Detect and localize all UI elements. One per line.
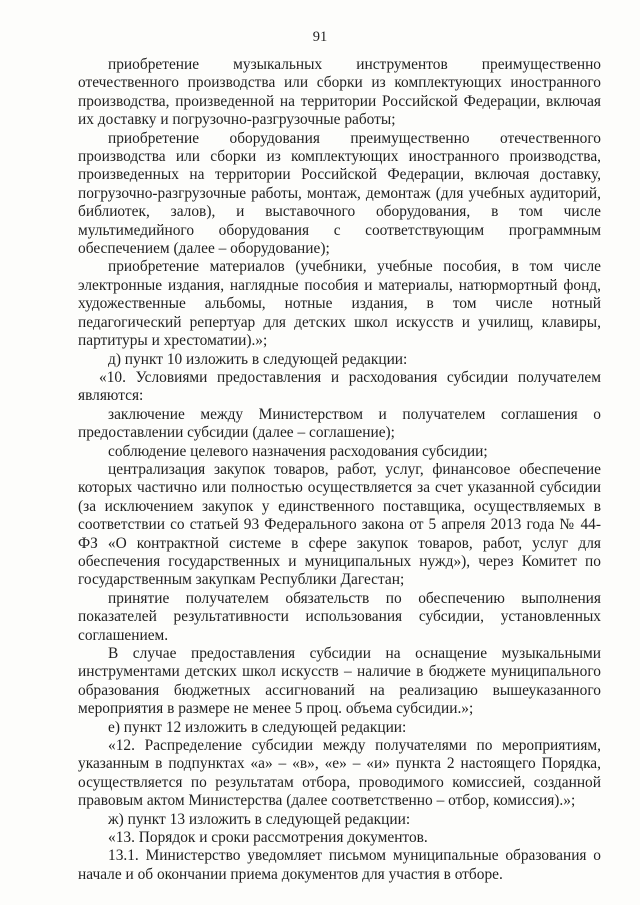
- paragraph-8: централизация закупок товаров, работ, услуг, финансовое обеспечение которых частично или полностью осуществляется за счет указанной субсидии (за исключением закупок у единственного поставщика, осуществляемых в соответствии со статьей 93 Федерального закона от 5 апреля 2013 года № 44-ФЗ «О контрактной системе в сфере закупок товаров, работ, услуг для обеспечения государственных и муниципальных нужд»), через Комитет по государственным закупкам Республики Дагестан;: [78, 460, 601, 589]
- paragraph-1: приобретение музыкальных инструментов преимущественно отечественного производства или сборки из комплектующих иностранного производства, произведенной на территории Российской Федерации, включая их доставку и погрузочно-разгрузочные работы;: [78, 56, 601, 129]
- paragraph-2: приобретение оборудования преимущественно отечественного производства или сборки из комплектующих иностранного производства, произведенных на территории Российской Федерации, включая доставку, погрузочно-разгрузочные работы, монтаж, демонтаж (для учебных аудиторий, библиотек, залов), и выставочного оборудования, в том числе мультимедийного оборудования с соответствующим программным обеспечением (далее – оборудование);: [78, 129, 601, 258]
- paragraph-4: д) пункт 10 изложить в следующей редакции:: [108, 350, 408, 368]
- paragraph-9: принятие получателем обязательств по обеспечению выполнения показателей результативности использования субсидии, установленных соглашением.: [78, 589, 601, 644]
- paragraph-13: ж) пункт 13 изложить в следующей редакции:: [108, 810, 411, 828]
- paragraph-3: приобретение материалов (учебники, учебные пособия, в том числе электронные издания, наглядные пособия и материалы, натюрмортный фонд, художественные альбомы, нотные издания, в том числе нотный педагогический репертуар для детских школ искусств и училищ, клавиры, партитуры и хрестоматии).»;: [78, 258, 601, 350]
- paragraph-15: 13.1. Министерство уведомляет письмом муниципальные образования о начале и об окончании приема документов для участия в отборе.: [78, 847, 601, 883]
- paragraph-12: «12. Распределение субсидии между получателями по мероприятиям, указанным в подпунктах «а» – «в», «е» – «и» пункта 2 настоящего Порядка, осуществляется по результатам отбора, проводимого комиссией, созданной правовым актом Министерства (далее соответственно – отбор, комиссия).»;: [78, 737, 601, 810]
- paragraph-7: соблюдение целевого назначения расходования субсидии;: [108, 442, 488, 460]
- paragraph-10: В случае предоставления субсидии на оснащение музыкальными инструментами детских школ искусств – наличие в бюджете муниципального образования бюджетных ассигнований на реализацию вышеуказанного мероприятия в размере не менее 5 проц. объема субсидии.»;: [78, 645, 601, 718]
- paragraph-11: е) пункт 12 изложить в следующей редакции:: [108, 718, 407, 736]
- paragraph-14: «13. Порядок и сроки рассмотрения документов.: [108, 829, 428, 847]
- paragraph-6: заключение между Министерством и получателем соглашения о предоставлении субсидии (далее – соглашение);: [78, 405, 601, 442]
- paragraph-5: «10. Условиями предоставления и расходования субсидии получателем являются:: [78, 368, 601, 405]
- document-body: [78, 56, 601, 884]
- page-number: 91: [312, 29, 328, 45]
